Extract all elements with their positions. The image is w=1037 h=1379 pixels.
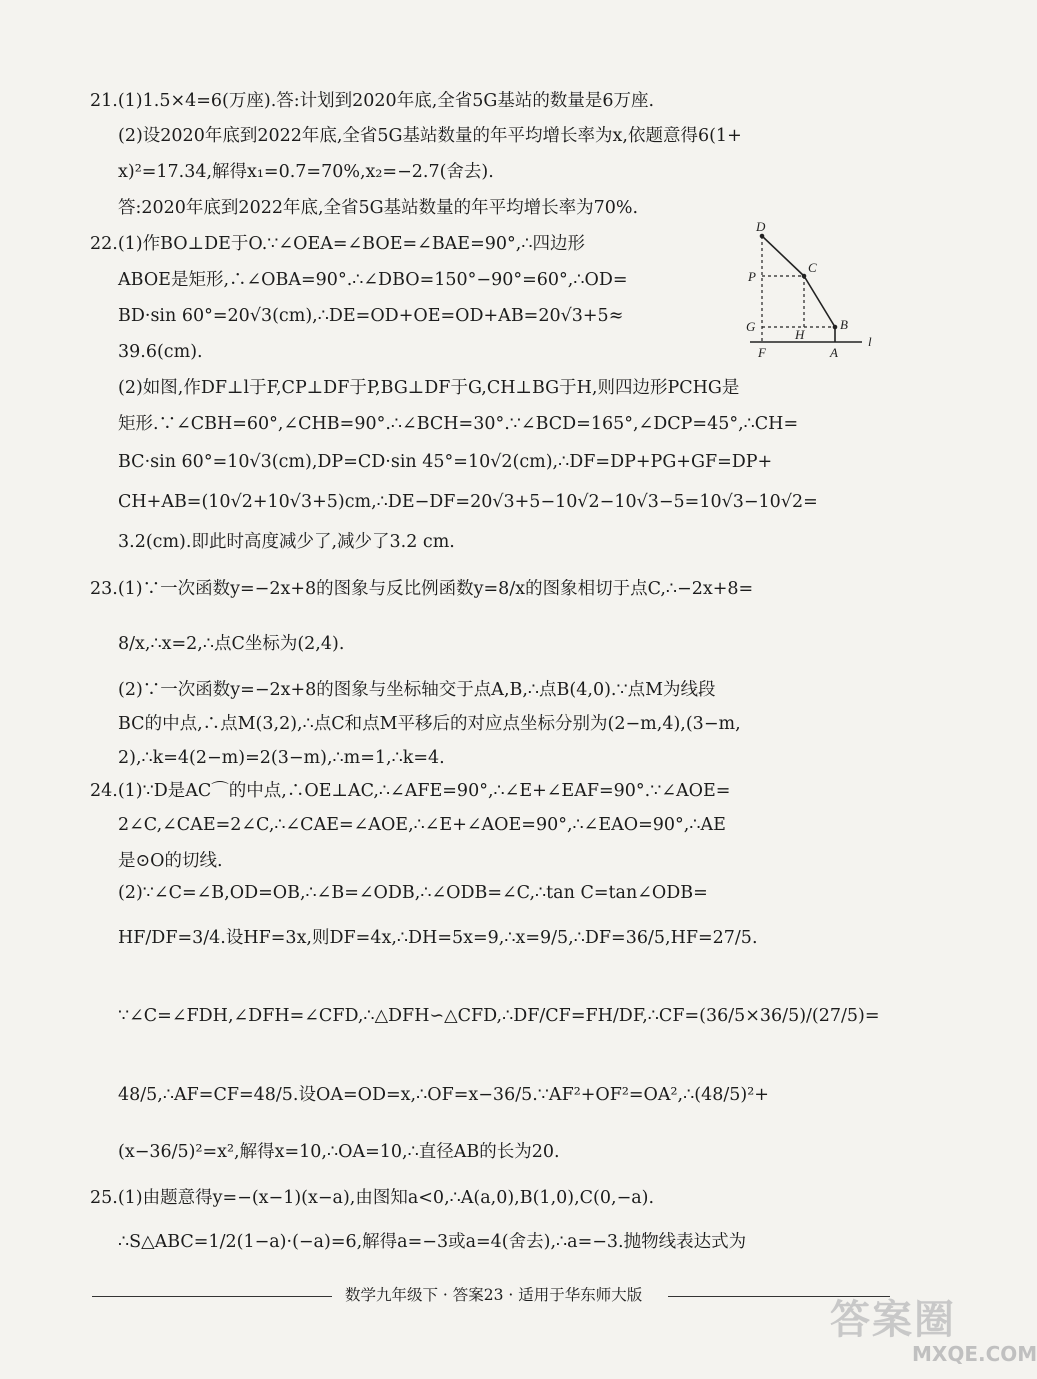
q23-line-4: BC的中点,∴点M(3,2),∴点C和点M平移后的对应点坐标分别为(2−m,4),(3−m, <box>118 714 741 734</box>
segment-CB <box>804 276 835 327</box>
q24-line-5: HF/DF=3/4.设HF=3x,则DF=4x,∴DH=5x=9,∴x=9/5,∴DF=36/5,HF=27/5. <box>118 928 758 948</box>
q23-line-2: 8/x,∴x=2,∴点C坐标为(2,4). <box>118 634 345 654</box>
watermark-url: MXQE.COM <box>912 1342 1037 1366</box>
q21-line-2: (2)设2020年底到2022年底,全省5G基站数量的年平均增长率为x,依题意得6(1+ <box>118 126 742 146</box>
q24-line-4: (2)∵∠C=∠B,OD=OB,∴∠B=∠ODB,∴∠ODB=∠C,∴tan C=tan∠ODB= <box>118 883 708 903</box>
watermark-logo-text: 答案圈 <box>830 1297 956 1343</box>
q22-line-7: BC·sin 60°=10√3(cm),DP=CD·sin 45°=10√2(cm),∴DF=DP+PG+GF=DP+ <box>118 452 773 472</box>
label-l: l <box>868 334 872 349</box>
q22-line-5: (2)如图,作DF⊥l于F,CP⊥DF于P,BG⊥DF于G,CH⊥BG于H,则四边形PCHG是 <box>118 378 740 398</box>
q24-line-7: 48/5,∴AF=CF=48/5.设OA=OD=x,∴OF=x−36/5.∵AF²+OF²=OA²,∴(48/5)²+ <box>118 1085 769 1105</box>
q23-line-5: 2),∴k=4(2−m)=2(3−m),∴m=1,∴k=4. <box>118 748 445 768</box>
q23-line-3: (2)∵一次函数y=−2x+8的图象与坐标轴交于点A,B,∴点B(4,0).∵点M为线段 <box>118 680 716 700</box>
page-footer: 数学九年级下 · 答案23 · 适用于华东师大版 <box>345 1286 643 1304</box>
q22-line-9: 3.2(cm).即此时高度减少了,减少了3.2 cm. <box>118 532 455 552</box>
q24-line-1: 24.(1)∵D是AC⌒的中点,∴OE⊥AC,∴∠AFE=90°,∴∠E+∠EAF=90°.∵∠AOE= <box>90 781 731 801</box>
q22-line-6: 矩形.∵∠CBH=60°,∠CHB=90°.∴∠BCH=30°.∵∠BCD=165°,∠DCP=45°,∴CH= <box>118 414 799 434</box>
footer-rule-left <box>92 1296 332 1297</box>
q22-line-2: ABOE是矩形,∴∠OBA=90°.∴∠DBO=150°−90°=60°,∴OD= <box>118 270 628 290</box>
label-A: A <box>830 345 838 360</box>
q21-line-3: x)²=17.34,解得x₁=0.7=70%,x₂=−2.7(舍去). <box>118 162 494 182</box>
q22-line-8: CH+AB=(10√2+10√3+5)cm,∴DE−DF=20√3+5−10√2−10√3−5=10√3−10√2= <box>118 492 818 512</box>
q23-line-1: 23.(1)∵一次函数y=−2x+8的图象与反比例函数y=8/x的图象相切于点C,∴−2x+8= <box>90 579 754 599</box>
q22-line-1: 22.(1)作BO⊥DE于O.∵∠OEA=∠BOE=∠BAE=90°,∴四边形 <box>90 234 585 254</box>
label-C: C <box>808 260 817 275</box>
q22-line-3: BD·sin 60°=20√3(cm),∴DE=OD+OE=OD+AB=20√3+5≈ <box>118 306 624 326</box>
label-G: G <box>746 319 756 334</box>
watermark <box>822 1288 1037 1372</box>
q24-line-6: ∵∠C=∠FDH,∠DFH=∠CFD,∴△DFH∽△CFD,∴DF/CF=FH/DF,∴CF=(36/5×36/5)/(27/5)= <box>118 1006 880 1026</box>
label-F: F <box>758 345 766 360</box>
q21-line-4: 答:2020年底到2022年底,全省5G基站数量的年平均增长率为70%. <box>118 198 639 218</box>
segment-DC <box>762 236 804 276</box>
q24-line-2: 2∠C,∠CAE=2∠C,∴∠CAE=∠AOE,∴∠E+∠AOE=90°,∴∠EAO=90°,∴AE <box>118 815 726 835</box>
label-P: P <box>748 269 756 284</box>
q24-line-8: (x−36/5)²=x²,解得x=10,∴OA=10,∴直径AB的长为20. <box>118 1142 560 1162</box>
label-D: D <box>756 219 766 234</box>
point-D <box>760 234 765 239</box>
q25-line-1: 25.(1)由题意得y=−(x−1)(x−a),由图知a<0,∴A(a,0),B(1,0),C(0,−a). <box>90 1188 655 1208</box>
q21-line-1: 21.(1)1.5×4=6(万座).答:计划到2020年底,全省5G基站的数量是6万座. <box>90 91 655 111</box>
geometry-figure <box>738 218 888 363</box>
q25-line-2: ∴S△ABC=1/2(1−a)·(−a)=6,解得a=−3或a=4(舍去),∴a=−3.抛物线表达式为 <box>118 1232 747 1252</box>
label-H: H <box>795 327 805 342</box>
q24-line-3: 是⊙O的切线. <box>118 851 223 871</box>
point-C <box>802 274 807 279</box>
q22-line-4: 39.6(cm). <box>118 342 203 362</box>
label-B: B <box>840 317 848 332</box>
point-B <box>833 325 838 330</box>
